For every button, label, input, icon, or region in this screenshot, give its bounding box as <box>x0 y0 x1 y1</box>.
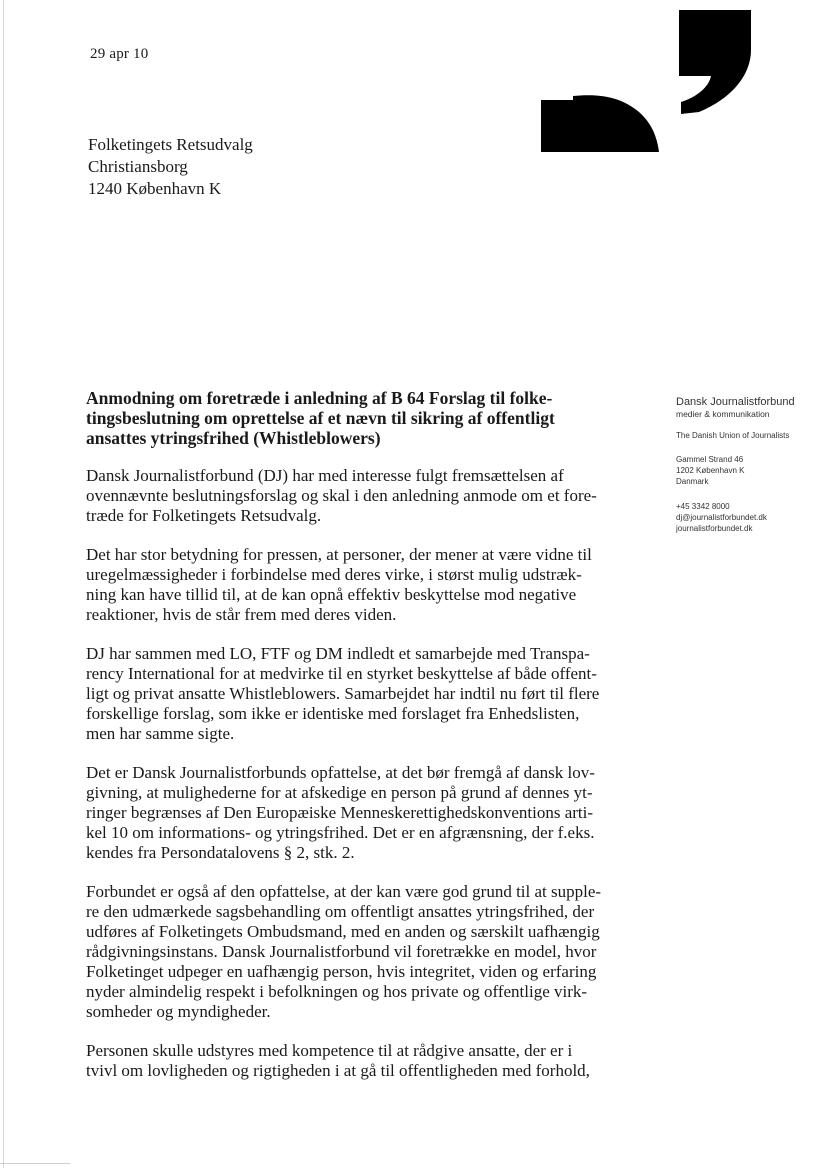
body-line: forskellige forslag, som ikke er identiske med forslaget fra Enhedslisten, <box>86 704 580 723</box>
body-line: re den udmærkede sagsbehandling om offentligt ansattes ytringsfrihed, der <box>86 902 595 921</box>
body-line: Dansk Journalistforbund (DJ) har med interesse fulgt fremsættelsen af <box>86 466 564 485</box>
scan-edge-left <box>3 0 4 1168</box>
body-paragraph <box>86 882 646 1022</box>
body-line: somheder og myndigheder. <box>86 1002 271 1021</box>
sender-contact <box>676 501 816 534</box>
sender-address-line: Gammel Strand 46 <box>676 455 744 464</box>
subject-line: ansattes ytringsfrihed (Whistleblowers) <box>86 428 381 448</box>
body-line: DJ har sammen med LO, FTF og DM indledt et samarbejde med Transpa- <box>86 644 590 663</box>
body-line: men har samme sigte. <box>86 724 235 743</box>
body-line: reaktioner, hvis de står frem med deres viden. <box>86 605 397 624</box>
dj-logo-icon <box>541 10 751 152</box>
body-paragraph <box>86 545 646 625</box>
body-line: nyder almindelig respekt i befolkningen og hos private og offentlige virk- <box>86 982 588 1001</box>
body-line: rådgivningsinstans. Dansk Journalistforbund vil foretrække en model, hvor <box>86 942 597 961</box>
body-line: uregelmæssigheder i forbindelse med deres virke, i størst mulig udstræk- <box>86 565 582 584</box>
body-paragraph <box>86 466 646 526</box>
recipient-address <box>88 134 253 200</box>
logo-hook-shape <box>679 10 751 114</box>
sender-address <box>676 454 816 487</box>
letter-subject <box>86 388 646 448</box>
sender-phone: +45 3342 8000 <box>676 502 730 511</box>
body-line: ringer begrænses af Den Europæiske Menneskerettighedskonventions arti- <box>86 803 594 822</box>
recipient-line: Christiansborg <box>88 157 188 176</box>
body-line: rency International for at medvirke til en styrket beskyttelse af både offent- <box>86 664 597 683</box>
body-line: kel 10 om informations- og ytringsfrihed. Det er en afgrænsning, der f.eks. <box>86 823 595 842</box>
sender-address-line: Danmark <box>676 477 709 486</box>
recipient-line: 1240 København K <box>88 179 222 198</box>
sender-info <box>676 396 816 534</box>
body-line: træde for Folketingets Retsudvalg. <box>86 506 322 525</box>
letter-date: 29 apr 10 <box>90 46 149 62</box>
body-paragraph <box>86 763 646 863</box>
body-line: Forbundet er også af den opfattelse, at der kan være god grund til at supple- <box>86 882 602 901</box>
scan-edge-bottom <box>0 1163 70 1164</box>
body-line: ovennævnte beslutningsforslag og skal i den anledning anmode om et fore- <box>86 486 597 505</box>
body-line: Det har stor betydning for pressen, at personer, der mener at være vidne til <box>86 545 592 564</box>
body-line: tvivl om lovligheden og rigtigheden i at gå til offentligheden med forhold, <box>86 1061 590 1080</box>
body-line: ligt og privat ansatte Whistleblowers. Samarbejdet har indtil nu ført til flere <box>86 684 600 703</box>
sender-email: dj@journalistforbundet.dk <box>676 513 767 522</box>
sender-org-name: Dansk Journalistforbund <box>676 396 795 408</box>
body-paragraph <box>86 1041 646 1081</box>
body-line: ning kan have tillid til, at de kan opnå effektiv beskyttelse mod negative <box>86 585 577 604</box>
letter-body <box>86 466 646 1100</box>
body-paragraph <box>86 644 646 744</box>
body-line: givning, at mulighederne for at afskedige en person på grund af dennes yt- <box>86 783 593 802</box>
sender-address-line: 1202 København K <box>676 466 745 475</box>
subject-line: tingsbeslutning om oprettelse af et nævn til sikring af offentligt <box>86 408 555 428</box>
sender-org-subtitle: medier & kommunikation <box>676 409 770 419</box>
logo-n-shape <box>541 95 659 152</box>
body-line: Folketinget udpeger en uafhængig person, hvis integritet, viden og erfaring <box>86 962 597 981</box>
body-line: udføres af Folketingets Ombudsmand, med en anden og særskilt uafhængig <box>86 922 600 941</box>
body-line: Det er Dansk Journalistforbunds opfattelse, at det bør fremgå af dansk lov- <box>86 763 595 782</box>
sender-english-name: The Danish Union of Journalists <box>676 431 790 440</box>
body-line: kendes fra Persondatalovens § 2, stk. 2. <box>86 843 355 862</box>
subject-line: Anmodning om foretræde i anledning af B 64 Forslag til folke- <box>86 388 553 408</box>
recipient-line: Folketingets Retsudvalg <box>88 135 253 154</box>
sender-website: journalistforbundet.dk <box>676 524 753 533</box>
body-line: Personen skulle udstyres med kompetence til at rådgive ansatte, der er i <box>86 1041 573 1060</box>
